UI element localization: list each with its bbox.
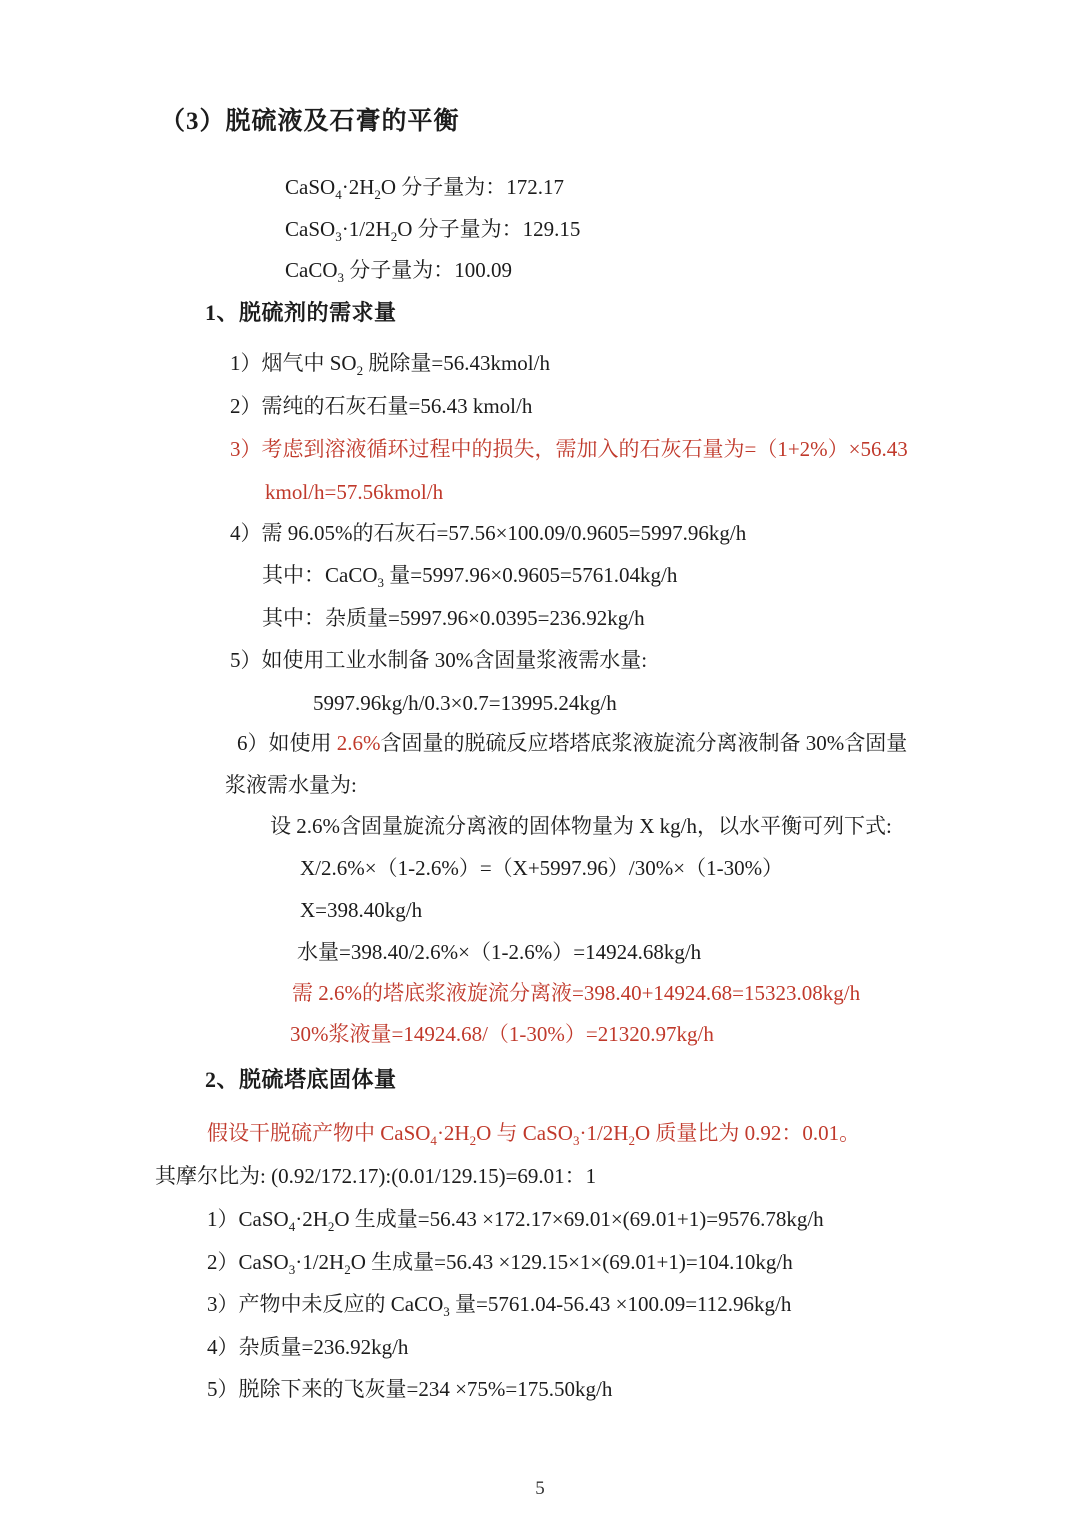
mol-weight-caco3: CaCO$_3$ 分子量为：100.09 — [285, 258, 513, 286]
s1-item-5-calc: 5997.96kg/h/0.3×0.7=13995.24kg/h — [313, 691, 617, 715]
s2-item-4: 4）杂质量=236.92kg/h — [207, 1335, 409, 1359]
mol-weight-caso4: $CaSO_4\cdot 2H_2O$ 分子量为：172.17 — [285, 175, 565, 203]
s1-item-6-assume: 设 2.6%含固量旋流分离液的固体物量为 X kg/h，以水平衡可列下式: — [270, 814, 892, 838]
page-title: （3）脱硫液及石膏的平衡 — [160, 108, 460, 135]
s2-item-3: 3）产物中未反应的 CaCO$_3$ 量=5761.04-56.43 ×100.09=112.96kg/h — [207, 1292, 792, 1320]
s1-item-5: 5）如使用工业水制备 30%含固量浆液需水量: — [230, 648, 648, 672]
s1-item-4: 4）需 96.05%的石灰石=57.56×100.09/0.9605=5997.96kg/h — [230, 521, 747, 545]
s2-item-5: 5）脱除下来的飞灰量=234 ×75%=175.50kg/h — [207, 1377, 613, 1401]
s2-item-1: $1)CaSO_4\cdot 2H_2O$ 生成量=56.43 ×172.17×69.01×(69.01+1)=9576.78kg/h — [207, 1207, 824, 1235]
s1-item-3-cont: kmol/h=57.56kmol/h — [265, 480, 444, 504]
s1-item-1: 1）烟气中 $SO_2$ 脱除量=56.43kmol/h — [230, 351, 550, 379]
result-slurry: 30%浆液量=14924.68/（1-30%）=21320.97kg/h — [290, 1022, 714, 1046]
s1-item-6-cont: 浆液需水量为: — [225, 773, 357, 797]
s1-item-4-impurity: 其中：杂质量=5997.96×0.0395=236.92kg/h — [262, 606, 645, 630]
s1-item-4-caco3: 其中：CaCO$_3$ 量=5997.96×0.9605=5761.04kg/h — [262, 563, 678, 591]
eq-x-result: X=398.40kg/h — [300, 898, 423, 922]
s2-assumption: 假设干脱硫产物中 $CaSO_4\cdot 2H_2O$ 与 $CaSO_3\cdot 1/2H_2O$ 质量比为 0.92：0.01。 — [207, 1121, 861, 1149]
section-2-heading: 2、脱硫塔底固体量 — [205, 1067, 397, 1092]
section-1-heading: 1、脱硫剂的需求量 — [205, 300, 397, 325]
s1-item-6: 6）如使用 2.6%含固量的脱硫反应塔塔底浆液旋流分离液制备 30%含固量 — [237, 731, 908, 755]
s2-molar-ratio: 其摩尔比为: (0.92/172.17):(0.01/129.15)=69.01：1 — [155, 1164, 597, 1188]
s1-item-3: 3）考虑到溶液循环过程中的损失，需加入的石灰石量为=（1+2%）×56.43 — [230, 437, 908, 461]
s1-item-2: 2）需纯的石灰石量=56.43 kmol/h — [230, 394, 533, 418]
mol-weight-caso3: $CaSO_3\cdot 1/2H_2O$ 分子量为：129.15 — [285, 217, 581, 245]
eq-water-result: 水量=398.40/2.6%×（1-2.6%）=14924.68kg/h — [297, 940, 702, 964]
s2-item-2: $2)CaSO_3\cdot 1/2H_2O$ 生成量=56.43 ×129.15×1×(69.01+1)=104.10kg/h — [207, 1250, 793, 1278]
result-separation-liquid: 需 2.6%的塔底浆液旋流分离液=398.40+14924.68=15323.08kg/h — [292, 981, 861, 1005]
eq-water-balance: X/2.6%×（1-2.6%）=（X+5997.96）/30%×（1-30%） — [300, 856, 784, 880]
page-number: 5 — [535, 1478, 545, 1499]
